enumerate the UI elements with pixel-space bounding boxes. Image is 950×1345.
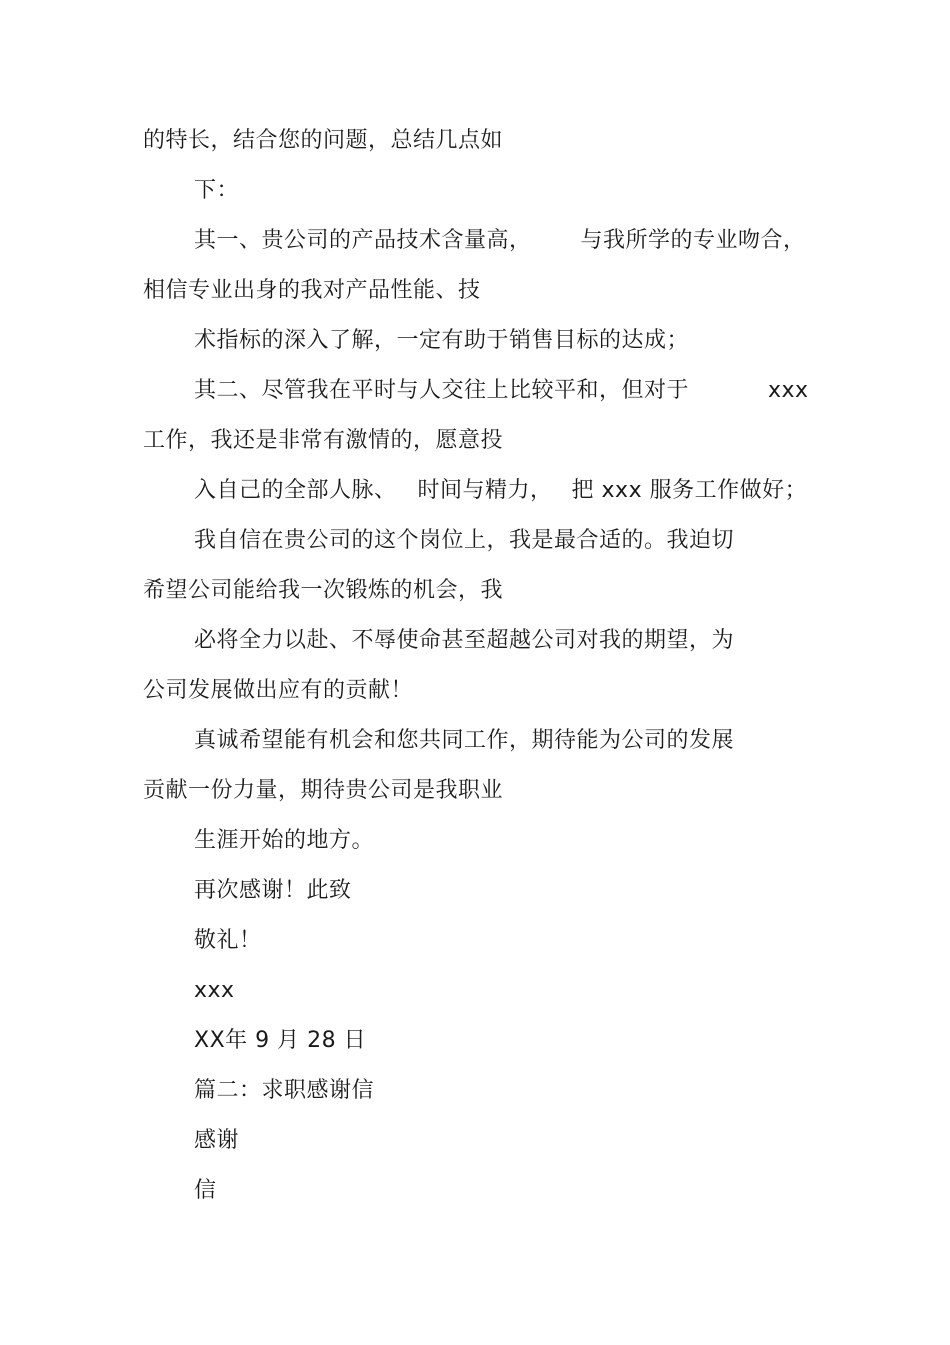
paragraph-line <box>143 676 413 706</box>
title-line <box>194 1176 217 1206</box>
text-span: 贡献一份力量，期待贵公司是我职业 <box>143 778 504 803</box>
text-span: xxx <box>194 978 235 1003</box>
paragraph-line <box>768 376 809 406</box>
text-span: 敬礼！ <box>194 928 262 953</box>
text-span: 感谢 <box>194 1128 240 1153</box>
paragraph-line <box>194 476 807 506</box>
text-span: 下： <box>194 178 240 203</box>
text-span: 篇二：求职感谢信 <box>194 1078 375 1103</box>
text-span: 术指标的深入了解，一定有助于销售目标的达成； <box>194 328 690 353</box>
text-span: 入自己的全部人脉、 <box>194 478 397 503</box>
paragraph-line <box>194 176 239 206</box>
text-span: 希望公司能给我一次锻炼的机会，我 <box>143 578 504 603</box>
salutation-line <box>194 926 262 956</box>
date-line <box>194 1026 366 1056</box>
paragraph-line <box>194 526 734 556</box>
text-span: 时间与精力， <box>417 478 553 503</box>
text-span: 与我所学的专业吻合， <box>580 228 806 253</box>
text-span: 真诚希望能有机会和您共同工作，期待能为公司的发展 <box>194 728 735 753</box>
text-span: 相信专业出身的我对产品性能、技 <box>143 278 481 303</box>
text-span: 其二、尽管我在平时与人交往上比较平和，但对于 <box>194 378 690 403</box>
paragraph-line <box>194 726 734 756</box>
text-span: xxx <box>768 378 809 403</box>
text-span: 我自信在贵公司的这个岗位上，我是最合适的。我迫切 <box>194 528 735 553</box>
text-span: 必将全力以赴、不辱使命甚至超越公司对我的期望，为 <box>194 628 735 653</box>
signature-line <box>194 976 235 1006</box>
text-span: 把 xxx 服务工作做好； <box>571 478 808 503</box>
paragraph-line <box>194 326 689 356</box>
paragraph-line <box>194 226 806 256</box>
paragraph-line <box>143 126 503 156</box>
paragraph-line <box>194 826 374 856</box>
paragraph-line <box>194 376 689 406</box>
paragraph-line <box>143 576 503 606</box>
text-span: XX年 9 月 28 日 <box>194 1028 367 1053</box>
section-heading <box>194 1076 374 1106</box>
text-span: 公司发展做出应有的贡献！ <box>143 678 414 703</box>
text-span: 信 <box>194 1178 217 1203</box>
title-line <box>194 1126 239 1156</box>
paragraph-line <box>143 426 503 456</box>
text-span: 工作，我还是非常有激情的，愿意投 <box>143 428 504 453</box>
text-span: 的特长，结合您的问题，总结几点如 <box>143 128 504 153</box>
paragraph-line <box>143 276 481 306</box>
text-span: 再次感谢！此致 <box>194 878 352 903</box>
text-span: 其一、贵公司的产品技术含量高， <box>194 228 532 253</box>
text-span: 生涯开始的地方。 <box>194 828 375 853</box>
paragraph-line <box>194 626 734 656</box>
closing-line <box>194 876 352 906</box>
paragraph-line <box>143 776 503 806</box>
